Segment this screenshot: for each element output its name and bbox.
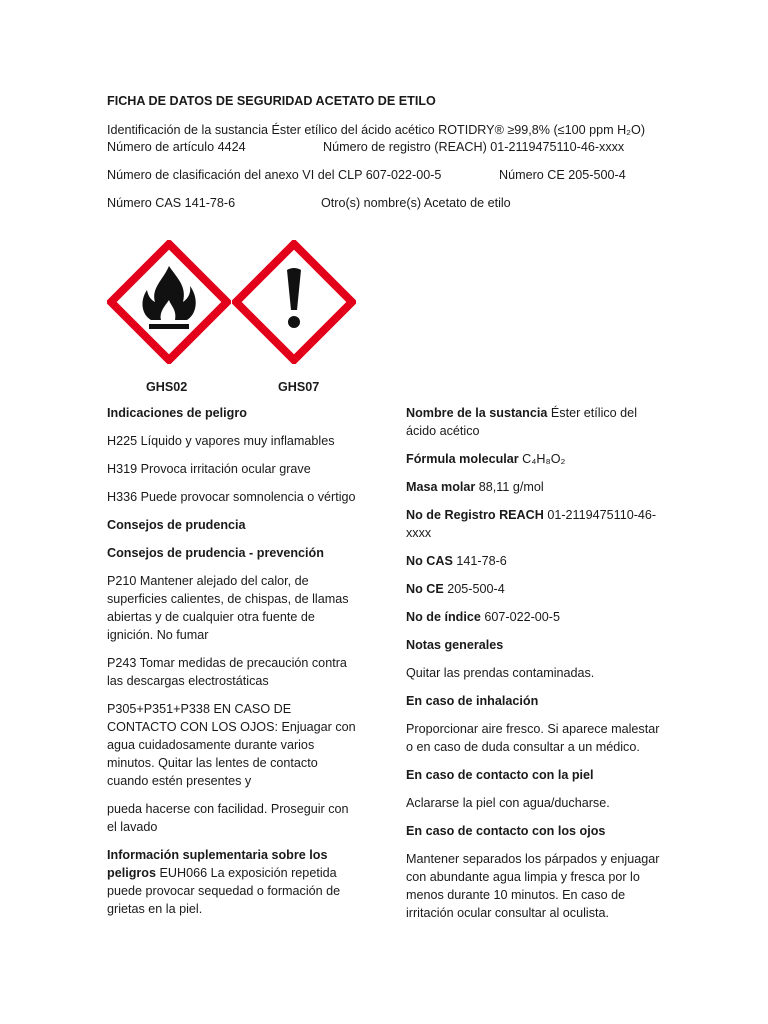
document-title: FICHA DE DATOS DE SEGURIDAD ACETATO DE ETILO	[107, 94, 436, 108]
ghs07-pictogram	[232, 240, 356, 364]
inhalation-heading: En caso de inhalación	[406, 694, 539, 708]
skin-contact-text: Aclararse la piel con agua/ducharse.	[406, 796, 610, 810]
ce-number: Número CE 205-500-4	[499, 168, 626, 182]
supplementary-heading: Información suplementaria sobre los peligros	[107, 848, 328, 880]
registration-number: Número de registro (REACH) 01-2119475110-46-xxxx	[323, 140, 625, 154]
molar-mass-row	[406, 478, 660, 496]
ce-row	[406, 580, 660, 598]
ghs02-pictogram	[107, 240, 231, 364]
formula-row	[406, 450, 660, 468]
substance-name-row	[406, 404, 660, 440]
clp-classification-number: Número de clasificación del anexo VI del CLP 607-022-00-5	[107, 168, 442, 182]
p305-statement: P305+P351+P338 EN CASO DE CONTACTO CON LOS OJOS: Enjuagar con agua cuidadosamente durante varios minutos. Quitar las lentes de contacto cuando estén presentes y	[107, 702, 356, 788]
substance-column	[406, 404, 660, 932]
formula-value: C₄H₈O₂	[518, 452, 566, 466]
hazard-column	[107, 404, 357, 928]
substance-name-label: Nombre de la sustancia	[406, 406, 548, 420]
h319-statement: H319 Provoca irritación ocular grave	[107, 462, 311, 476]
inhalation-text: Proporcionar aire fresco. Si aparece malestar o en caso de duda consultar a un médico.	[406, 722, 660, 754]
molar-mass-label: Masa molar	[406, 480, 476, 494]
precautionary-heading: Consejos de prudencia	[107, 518, 246, 532]
hazard-statements-heading: Indicaciones de peligro	[107, 406, 247, 420]
index-label: No de índice	[406, 610, 481, 624]
cas-label: No CAS	[406, 554, 453, 568]
reach-row	[406, 506, 660, 542]
skin-contact-heading: En caso de contacto con la piel	[406, 768, 594, 782]
cas-number: Número CAS 141-78-6	[107, 196, 236, 210]
general-notes-text: Quitar las prendas contaminadas.	[406, 666, 595, 680]
substance-name-value: Éster etílico del ácido acético	[406, 406, 637, 438]
other-names: Otro(s) nombre(s) Acetato de etilo	[321, 196, 511, 210]
h225-statement: H225 Líquido y vapores muy inflamables	[107, 434, 335, 448]
p210-statement: P210 Mantener alejado del calor, de superficies calientes, de chispas, de llamas abiertas y de cualquier otra fuente de ignición. No fumar	[107, 574, 349, 642]
supplementary-info	[107, 846, 357, 918]
eye-contact-text: Mantener separados los párpados y enjuagar con abundante agua limpia y fresca por lo menos durante 10 minutos. En caso de irritación ocular consultar al oculista.	[406, 852, 660, 920]
p243-statement: P243 Tomar medidas de precaución contra las descargas electrostáticas	[107, 656, 347, 688]
eye-contact-heading: En caso de contacto con los ojos	[406, 824, 606, 838]
reach-label: No de Registro REACH	[406, 508, 544, 522]
euh066-statement: EUH066 La exposición repetida puede provocar sequedad o formación de grietas en la piel.	[107, 866, 341, 916]
index-value: 607-022-00-5	[480, 610, 560, 624]
ce-value: 205-500-4	[443, 582, 505, 596]
cas-value: 141-78-6	[452, 554, 507, 568]
formula-label: Fórmula molecular	[406, 452, 519, 466]
prevention-heading: Consejos de prudencia - prevención	[107, 546, 324, 560]
ce-label: No CE	[406, 582, 444, 596]
reach-value: 01-2119475110-46-xxxx	[406, 508, 657, 540]
article-number: Número de artículo 4424	[107, 140, 246, 154]
substance-identification: Identificación de la sustancia Éster etílico del ácido acético ROTIDRY® ≥99,8% (≤100 ppm H₂O)	[107, 123, 646, 137]
molar-mass-value: 88,11 g/mol	[475, 480, 544, 494]
cas-row	[406, 552, 660, 570]
general-notes-heading: Notas generales	[406, 638, 504, 652]
ghs07-label: GHS07	[278, 380, 320, 394]
h336-statement: H336 Puede provocar somnolencia o vértigo	[107, 490, 356, 504]
index-row	[406, 608, 660, 626]
ghs02-label: GHS02	[146, 380, 188, 394]
p305-continuation: pueda hacerse con facilidad. Proseguir con el lavado	[107, 802, 349, 834]
